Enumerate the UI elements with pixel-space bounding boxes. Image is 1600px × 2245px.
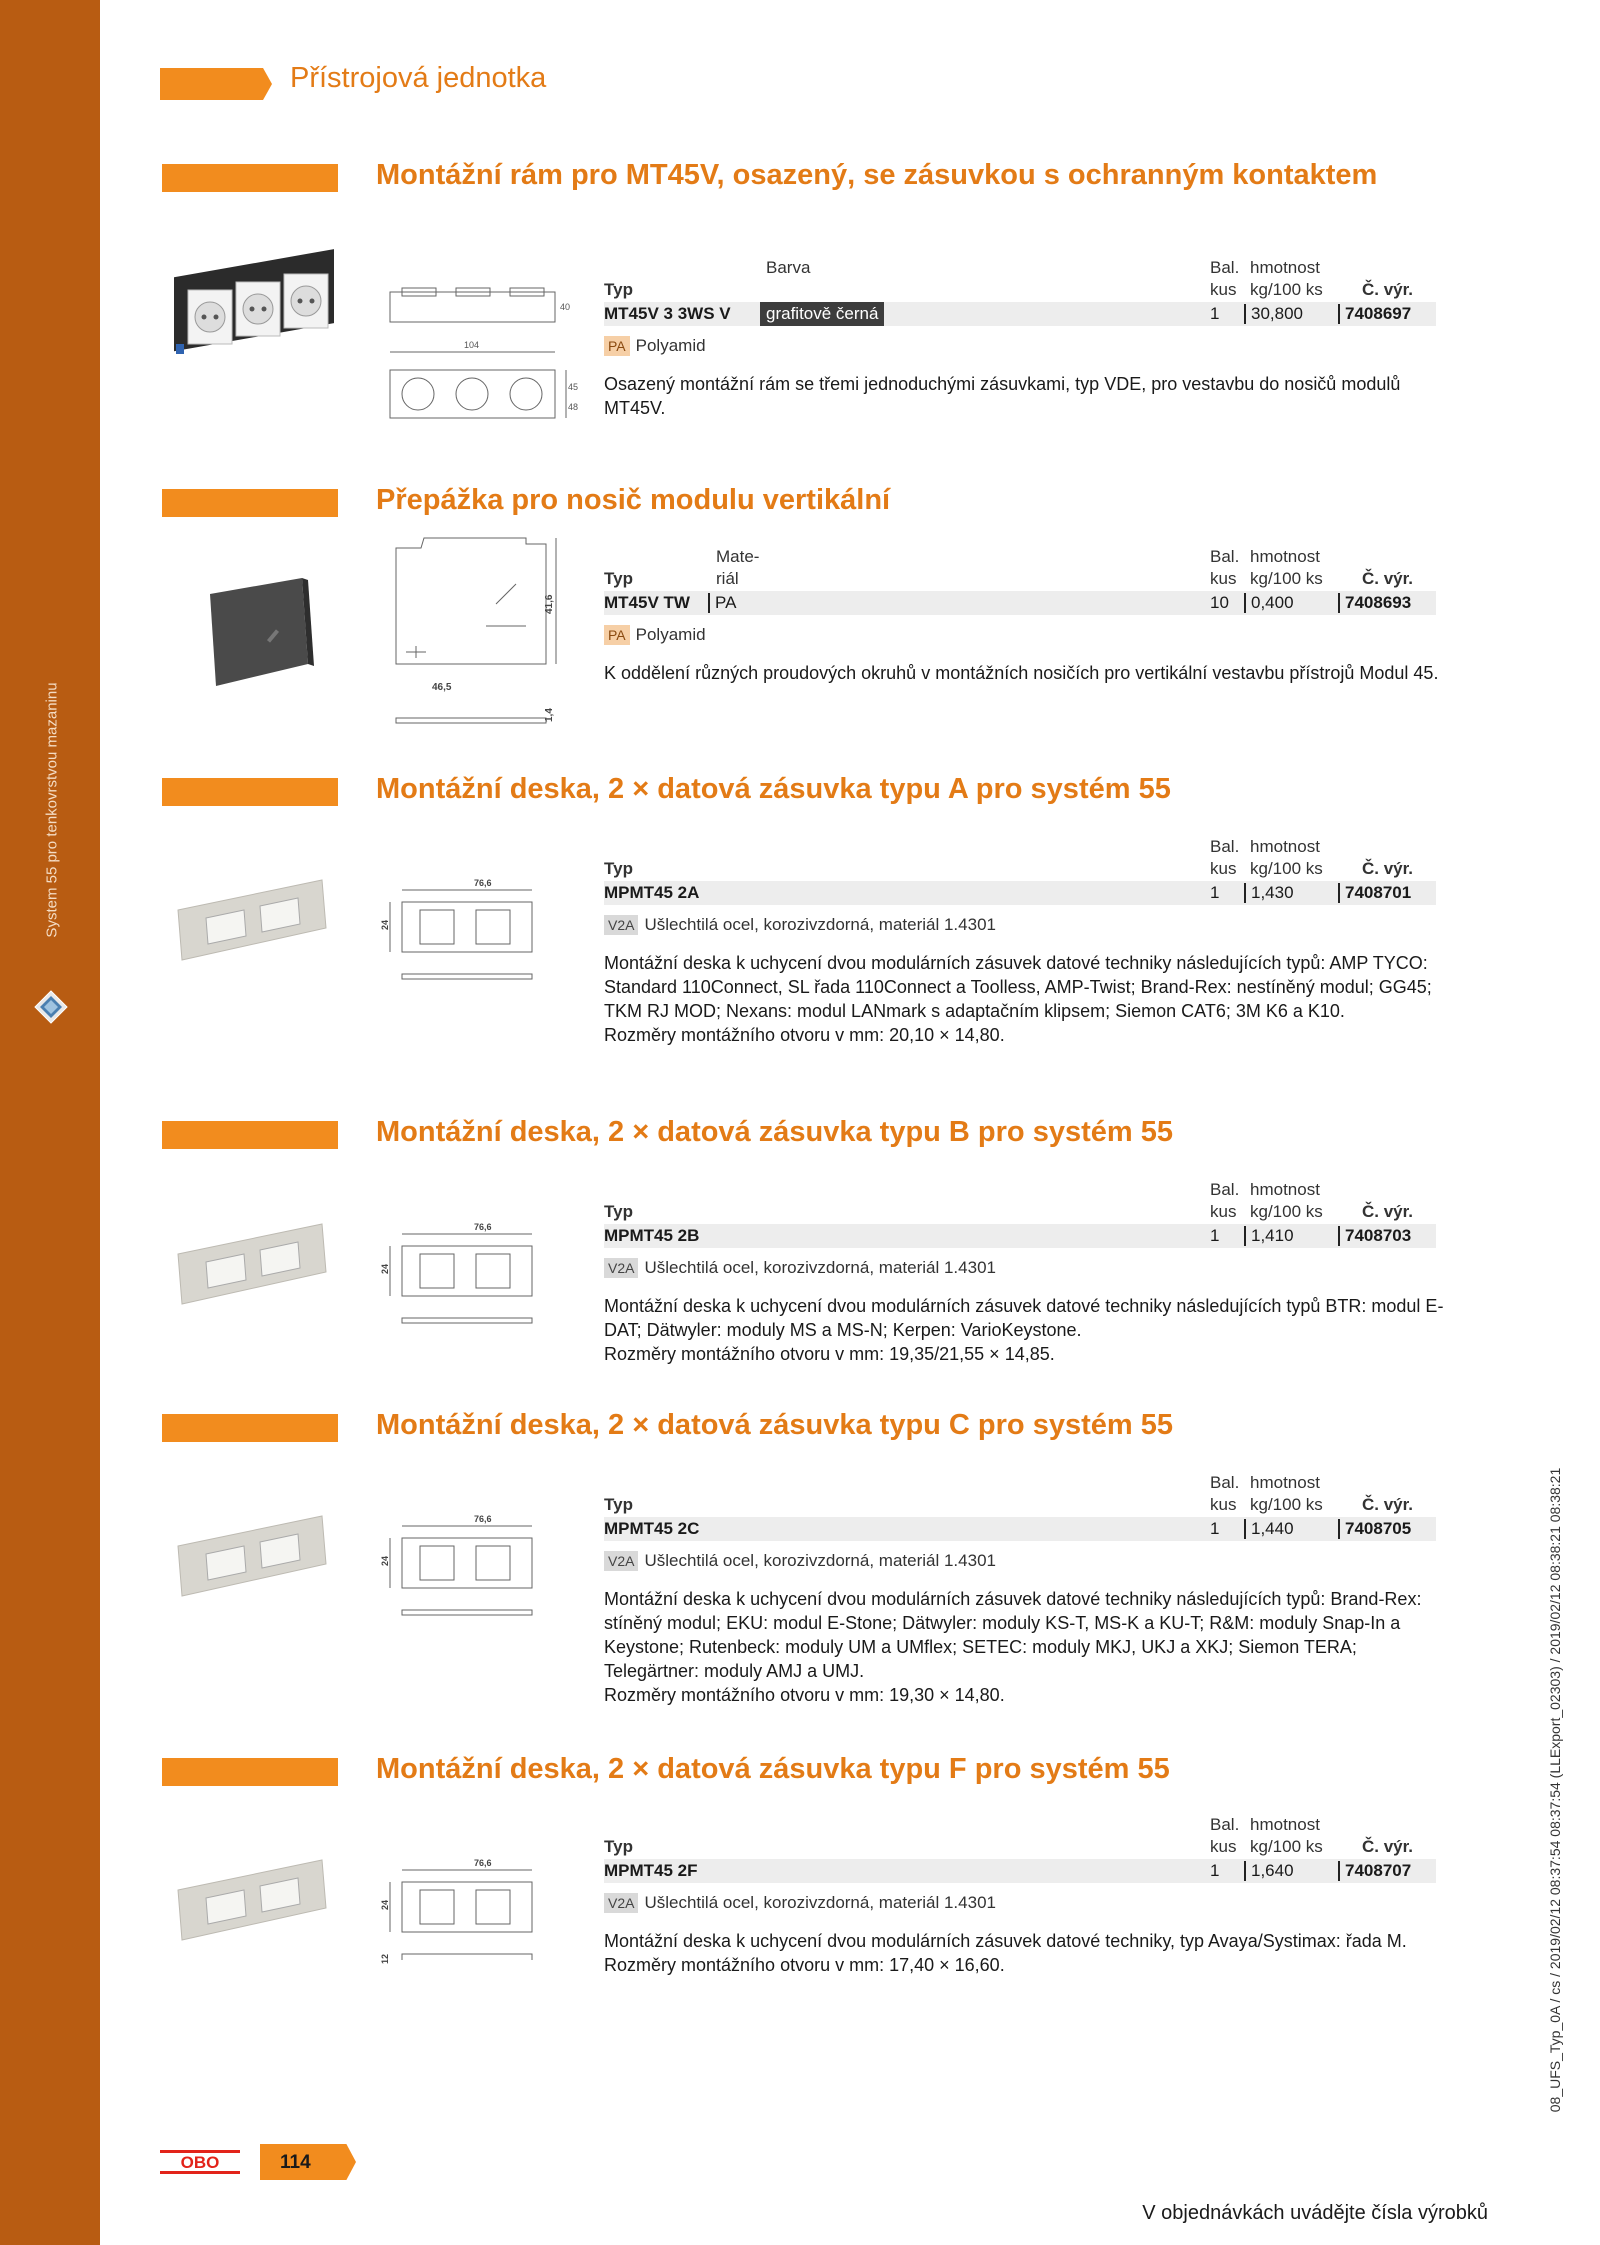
table-row: MPMT45 2C 1 1,440 7408705 (604, 1517, 1436, 1541)
material-badge: V2A (604, 1551, 638, 1571)
description: K oddělení různých proudových okruhů v montážních nosičích pro vertikální vestavbu přístrojů Modul 45. (604, 663, 1439, 683)
product-table: Barva Typ Bal. kus hmotnost kg/100 ks Č. výr. MT45V 3 3WS V grafitově černá 1 30,800 7408697 PA Polyamid Osazený montážní rám se třemi jednoduchými zásuvkami, typ VDE, pro vestavbu do nosičů modulů MT45V. (604, 258, 1436, 420)
section-bar (162, 164, 338, 192)
svg-text:12: 12 (380, 1953, 390, 1964)
section-title: Montážní rám pro MT45V, osazený, se zásuvkou s ochranným kontaktem (376, 159, 1378, 191)
svg-text:76,6: 76,6 (474, 1858, 492, 1868)
material-badge: V2A (604, 915, 638, 935)
product-photo-plate (172, 1856, 332, 1944)
sidebar-band (0, 0, 100, 2245)
product-table: Typ Bal. kus hmotnost kg/100 ks Č. výr. MPMT45 2A 1 1,430 7408701 V2A Ušlechtilá ocel, korozivzdorná, materiál 1.4301 Montážní deska k uchycení dvou modulárních zásuvek datové techniky následujících typů: AMP TYCO: Standard 110Connect, SL řada 110Connect a Toolless, AMP-Twist; Brand-Rex: nestíněný modul; GG45; TKM RJ MOD; Nexans: modul LANmark s adaptačním klipsem; Siemon CAT6; 3M K6 a K10. Rozměry montážního otvoru v mm: 20,10 × 14,80. (604, 837, 1436, 1047)
table-row: MPMT45 2A 1 1,430 7408701 (604, 881, 1436, 905)
svg-text:48: 48 (568, 402, 579, 412)
product-table: Typ Bal. kus hmotnost kg/100 ks Č. výr. MPMT45 2C 1 1,440 7408705 V2A Ušlechtilá ocel, korozivzdorná, materiál 1.4301 Montážní deska k uchycení dvou modulárních zásuvek datové techniky následujících typů: Brand-Rex: stíněný modul; EKU: modul E-Stone; Dätwyler: moduly KS-T, MS-K a KU-T; R&M: moduly Snap-In a Keystone; Rutenbeck: moduly UM a UMflex; SETEC: moduly MKJ, UKJ a XKJ; Siemon TERA; Telegärtner: moduly AMJ a UMJ. Rozměry montážního otvoru v mm: 19,30 × 14,80. (604, 1473, 1436, 1707)
section-bar (162, 1414, 338, 1442)
obo-diamond-icon (34, 990, 68, 1024)
table-row: MPMT45 2B 1 1,410 7408703 (604, 1224, 1436, 1248)
technical-drawing-divider (386, 534, 566, 744)
product-table: Typ Bal. kus hmotnost kg/100 ks Č. výr. MPMT45 2F 1 1,640 7408707 V2A Ušlechtilá ocel, korozivzdorná, materiál 1.4301 Montážní deska k uchycení dvou modulárních zásuvek datové techniky, typ Avaya/Systimax: řada M. Rozměry montážního otvoru v mm: 17,40 × 16,60. (604, 1815, 1436, 1977)
section-title: Montážní deska, 2 × datová zásuvka typu B pro systém 55 (376, 1116, 1173, 1148)
sidebar-caption: System 55 pro tenkovrstvou mazaninu (43, 682, 61, 938)
material-badge: PA (604, 625, 630, 645)
svg-text:45: 45 (568, 382, 579, 392)
product-photo-plate (172, 876, 332, 964)
technical-drawing-plate (380, 1212, 554, 1342)
description: Montážní deska k uchycení dvou modulárních zásuvek datové techniky následujících typů: AMP TYCO: Standard 110Connect, SL řada 110Connect a Toolless, AMP-Twist; Brand-Rex: nestíněný modul; GG45; TKM RJ MOD; Nexans: modul LANmark s adaptačním klipsem; Siemon CAT6; 3M K6 a K10. Rozměry montážního otvoru v mm: 20,10 × 14,80. (604, 953, 1432, 1045)
technical-drawing-frame (380, 278, 580, 426)
product-photo-frame-sockets (170, 262, 346, 372)
description: Montážní deska k uchycení dvou modulárních zásuvek datové techniky, typ Avaya/Systimax: řada M. Rozměry montážního otvoru v mm: 17,40 × 16,60. (604, 1931, 1407, 1975)
svg-text:24: 24 (380, 919, 390, 930)
svg-text:1,4: 1,4 (544, 708, 555, 722)
product-table: Typ Bal. kus hmotnost kg/100 ks Č. výr. MPMT45 2B 1 1,410 7408703 V2A Ušlechtilá ocel, korozivzdorná, materiál 1.4301 Montážní deska k uchycení dvou modulárních zásuvek datové techniky následujících typů BTR: modul E-DAT; Dätwyler: moduly MS a MS-N; Kerpen: VarioKeystone. Rozměry montážního otvoru v mm: 19,35/21,55 × 14,85. (604, 1180, 1444, 1364)
technical-drawing-plate (380, 868, 554, 998)
section-title: Montážní deska, 2 × datová zásuvka typu A pro systém 55 (376, 773, 1171, 805)
svg-text:24: 24 (380, 1899, 390, 1910)
product-table: Mate- riál Typ Bal. kus hmotnost kg/100 ks Č. výr. MT45V TW PA 10 0,400 7408693 PA Polyamid K oddělení různých proudových okruhů v montážních nosičích pro vertikální vestavbu přístrojů Modul 45. (604, 547, 1436, 685)
section-bar (162, 1121, 338, 1149)
svg-text:76,6: 76,6 (474, 1222, 492, 1232)
header-tab (160, 68, 272, 100)
section-bar (162, 778, 338, 806)
svg-text:46,5: 46,5 (432, 682, 452, 693)
technical-drawing-plate (380, 1848, 554, 1978)
svg-text:76,6: 76,6 (474, 1514, 492, 1524)
product-photo-divider (204, 574, 316, 694)
section-title: Přepážka pro nosič modulu vertikální (376, 484, 891, 516)
table-row: MT45V TW PA 10 0,400 7408693 (604, 591, 1436, 615)
section-title: Montážní deska, 2 × datová zásuvka typu F pro systém 55 (376, 1753, 1170, 1785)
material-badge: V2A (604, 1893, 638, 1913)
svg-text:41,6: 41,6 (544, 594, 555, 614)
table-row: MT45V 3 3WS V grafitově černá 1 30,800 7408697 (604, 302, 1436, 326)
svg-text:OBO: OBO (180, 2153, 220, 2172)
svg-text:76,6: 76,6 (474, 878, 492, 888)
footer-note: V objednávkách uvádějte čísla výrobků (1142, 2202, 1488, 2224)
material-badge: V2A (604, 1258, 638, 1278)
obo-logo (160, 2150, 240, 2174)
description: Osazený montážní rám se třemi jednoduchými zásuvkami, typ VDE, pro vestavbu do nosičů modulů MT45V. (604, 374, 1401, 418)
section-bar (162, 489, 338, 517)
section-title: Montážní deska, 2 × datová zásuvka typu C pro systém 55 (376, 1409, 1173, 1441)
technical-drawing-plate (380, 1504, 554, 1634)
product-photo-plate (172, 1220, 332, 1308)
material-badge: PA (604, 336, 630, 356)
section-bar (162, 1758, 338, 1786)
product-photo-plate (172, 1512, 332, 1600)
document-id-caption: 08_UFS_Typ_0A / cs / 2019/02/12 08:37:54 08:37:54 (LLExport_02303) / 2019/02/12 08:38:21 08:38:21 (1547, 1467, 1563, 2113)
svg-text:40: 40 (560, 302, 571, 312)
svg-text:104: 104 (464, 340, 480, 350)
svg-text:24: 24 (380, 1263, 390, 1274)
svg-text:24: 24 (380, 1555, 390, 1566)
page-number: 114 (280, 2152, 311, 2173)
page-title: Přístrojová jednotka (290, 62, 547, 94)
description: Montážní deska k uchycení dvou modulárních zásuvek datové techniky následujících typů: Brand-Rex: stíněný modul; EKU: modul E-Stone; Dätwyler: moduly KS-T, MS-K a KU-T; R&M: moduly Snap-In a Keystone; Rutenbeck: moduly UM a UMflex; SETEC: moduly MKJ, UKJ a XKJ; Siemon TERA; Telegärtner: moduly AMJ a UMJ. Rozměry montážního otvoru v mm: 19,30 × 14,80. (604, 1589, 1422, 1705)
table-row: MPMT45 2F 1 1,640 7408707 (604, 1859, 1436, 1883)
description: Montážní deska k uchycení dvou modulárních zásuvek datové techniky následujících typů BTR: modul E-DAT; Dätwyler: moduly MS a MS-N; Kerpen: VarioKeystone. Rozměry montážního otvoru v mm: 19,35/21,55 × 14,85. (604, 1296, 1444, 1364)
